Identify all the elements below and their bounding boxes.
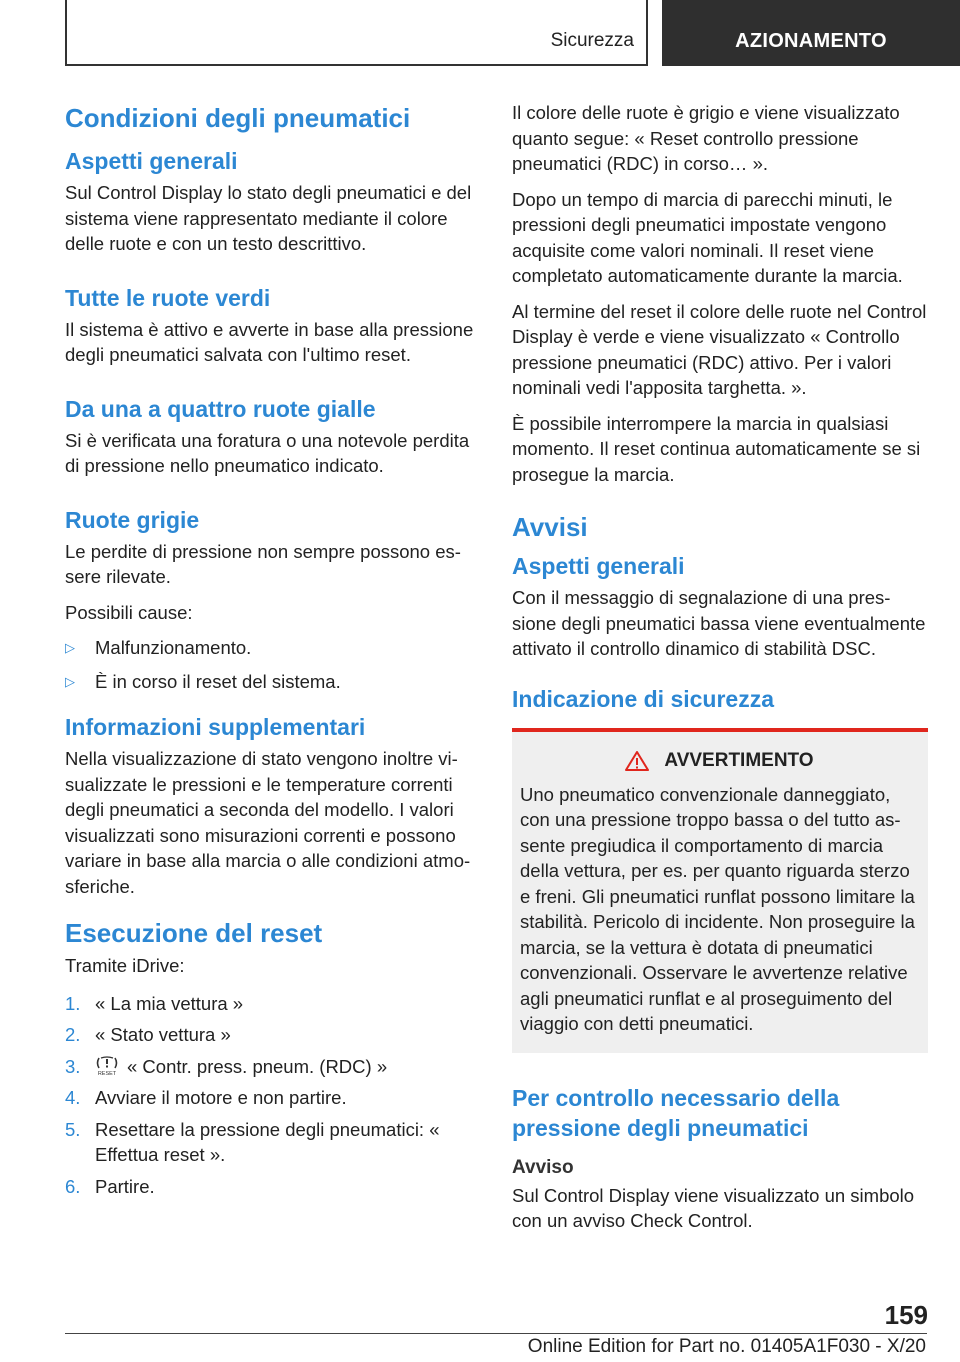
interrupt-text: È possibile interrompere la marcia in qualsiasi momento. Il reset continua automaticamente se si prosegue la marcia.: [512, 412, 921, 485]
page-number: 159: [884, 1300, 928, 1330]
triangle-bullet-icon: ▷: [65, 640, 75, 655]
step-number: 2.: [65, 1024, 81, 1045]
pressure-check-heading: Per controllo necessario della pressione degli pneumatici: [512, 1084, 840, 1141]
step-text: « Contr. press. pneum. (RDC) »: [127, 1055, 388, 1077]
warning-title-text: AVVERTIMENTO: [664, 749, 814, 771]
header-rule: [65, 64, 648, 66]
warning-text: Uno pneumatico convenzionale danneggiato, con una pressione troppo bassa o del tutto assente pregiudica il comportamento di marcia della vettura, per es. per quanto riguarda sterzo e freni. Gli pneumatici runflat possono limitare la stabilità. Pericolo di incidente. Non proseguire la marcia, se la vettura è dotata di pneumatici convenzionali. Osservare le avvertenze relative agli pneumatici runflat e al proseguimento del viaggio con detti pneumatici.: [520, 783, 915, 1034]
yellow-wheels-heading: Da una a quattro ruote gialle: [65, 395, 376, 422]
step-number: 6.: [65, 1175, 81, 1197]
warning-triangle-icon: [624, 750, 650, 772]
triangle-bullet-icon: ▷: [65, 673, 75, 689]
step-text: Resettare la pressione degli pneumatici: « Effettua reset ».: [95, 1118, 440, 1165]
list-item: [65, 1054, 481, 1080]
green-wheels-heading: Tutte le ruote verdi: [65, 284, 271, 311]
list-item: [65, 991, 481, 1017]
page-title: Condizioni degli pneumatici: [65, 103, 411, 133]
grey-wheels-heading: Ruote grigie: [65, 506, 200, 533]
general-text: Sul Control Display lo stato degli pneumatici e del sistema viene rappresentato mediante il colore delle ruote e con un testo descrittivo.: [65, 182, 472, 254]
step-number: 4.: [65, 1087, 81, 1108]
step-number: 1.: [65, 992, 81, 1014]
cause-text: Malfunzionamento.: [95, 637, 252, 658]
step-number: 5.: [65, 1118, 81, 1140]
warnings-general-heading: Aspetti generali: [512, 553, 685, 579]
step-text: Partire.: [95, 1175, 155, 1197]
list-item: [65, 1022, 481, 1048]
left-column: [65, 100, 481, 1205]
causes-label: Possibili cause:: [65, 601, 193, 623]
right-column: [512, 100, 928, 1244]
cause-text: È in corso il reset del sistema.: [95, 670, 341, 692]
reset-steps: [65, 991, 481, 1200]
nominal-values-text: Dopo un tempo di marcia di parecchi minuti, le pressioni degli pneumatici impostate vengono acquisite come valori nominali. Il reset viene completato automaticamente durante la marcia.: [512, 188, 903, 286]
extra-info-heading: Informazioni supplementari: [65, 714, 366, 740]
list-item: [65, 669, 481, 695]
reset-status-text: Il colore delle ruote è grigio e viene visualizzato quanto segue: « Reset controllo pressione pneumatici (RDC) in corso… ».: [512, 102, 900, 174]
step-text: « La mia vettura »: [95, 992, 244, 1014]
tire-pressure-reset-icon: [95, 1056, 119, 1076]
notice-heading: Avviso: [512, 1156, 574, 1178]
safety-heading: Indicazione di sicurezza: [512, 685, 775, 712]
extra-info-text: Nella visualizzazione di stato vengono inoltre visualizzate le pressioni e le temperature correnti degli pneumatici a seconda del modello. I valori visualizzati sono misurazioni correnti e possono variare in base alla marcia o alle condizioni atmosferiche.: [65, 748, 471, 897]
step-number: 3.: [65, 1055, 81, 1077]
warnings-heading: Avvisi: [512, 512, 588, 542]
list-item: [65, 1117, 481, 1168]
green-wheels-text: Il sistema è attivo e avverte in base alla pressione degli pneumatici salvata con l'ultimo reset.: [65, 318, 474, 365]
warning-box: [512, 728, 928, 1053]
header-frame-right: [646, 0, 648, 66]
reset-complete-text: Al termine del reset il colore delle ruote nel Control Display è verde e viene visualizzato « Controllo pressione pneumatici (RDC) attivo. Per i valori nominali vedi l'apposita targhetta. ».: [512, 300, 927, 398]
reset-intro: Tramite iDrive:: [65, 955, 185, 976]
list-item: [65, 1174, 481, 1200]
yellow-wheels-text: Si è verificata una foratura o una notevole perdita di pressione nello pneumatico indicato.: [65, 429, 470, 476]
warnings-general-text: Con il messaggio di segnalazione di una pressione degli pneumatici bassa viene eventualmente attivato il controllo dinamico di stabilità DSC.: [512, 587, 926, 659]
list-item: [65, 1085, 481, 1111]
step-text: Avviare il motore e non partire.: [95, 1087, 347, 1108]
header-section-title: Sicurezza: [550, 30, 634, 51]
reset-heading: Esecuzione del reset: [65, 918, 323, 948]
causes-list: [65, 635, 481, 694]
footer-rule: [65, 1333, 927, 1334]
svg-text:RESET: RESET: [97, 1070, 117, 1076]
warning-title: [520, 750, 918, 772]
notice-text: Sul Control Display viene visualizzato un simbolo con un avviso Check Control.: [512, 1184, 915, 1231]
grey-wheels-text: Le perdite di pressione non sempre possono essere rilevate.: [65, 540, 461, 587]
header-chapter-tab: AZIONAMENTO: [662, 0, 960, 66]
step-text: « Stato vettura »: [95, 1024, 231, 1045]
list-item: [65, 635, 481, 661]
general-heading: Aspetti generali: [65, 148, 238, 174]
footer-edition: Online Edition for Part no. 01405A1F030 - X/20: [527, 1336, 926, 1357]
header-frame-left: [65, 0, 67, 66]
